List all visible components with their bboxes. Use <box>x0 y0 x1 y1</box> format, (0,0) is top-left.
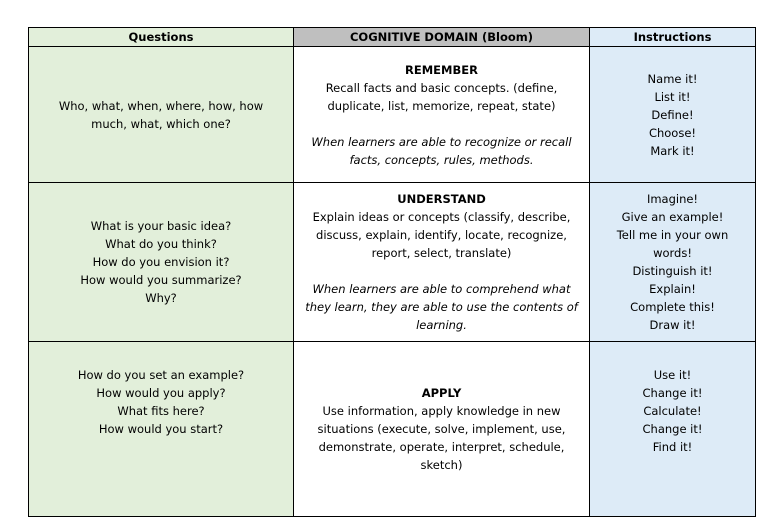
bloom-cell <box>294 183 590 342</box>
description-line: Explain ideas or concepts (classify, describe, <box>312 210 571 224</box>
description-line: situations (execute, solve, implement, use, <box>317 422 566 436</box>
instruction-line: Calculate! <box>643 404 702 418</box>
table-row <box>29 183 756 342</box>
description-line: duplicate, list, memorize, repeat, state) <box>327 98 556 113</box>
instruction-line: Draw it! <box>649 318 696 332</box>
question-line: Why? <box>145 291 177 305</box>
instruction-line: Distinguish it! <box>632 264 713 278</box>
question-line: What is your basic idea? <box>90 219 232 233</box>
description-line: discuss, explain, identify, locate, recognize, <box>316 228 567 242</box>
bloom-level-title: REMEMBER <box>405 62 478 77</box>
learner-outcome-line: When learners are able to comprehend what <box>312 282 571 296</box>
bloom-cell <box>294 47 590 183</box>
description-line: report, select, translate) <box>371 246 512 260</box>
instruction-line: words! <box>653 246 692 260</box>
learner-outcome-line: facts, concepts, rules, methods. <box>349 152 534 167</box>
bloom-cell <box>294 342 590 517</box>
instruction-line: Complete this! <box>630 300 715 314</box>
questions-cell <box>29 47 294 183</box>
instruction-line: Imagine! <box>646 192 699 206</box>
bloom-level-title: APPLY <box>421 386 462 400</box>
table-row <box>29 342 756 517</box>
instruction-line: Find it! <box>652 440 693 454</box>
question-line: Who, what, when, where, how, how <box>58 98 264 113</box>
instructions-cell <box>590 47 756 183</box>
header-row <box>29 28 756 47</box>
instruction-line: Explain! <box>649 282 696 296</box>
question-line: much, what, which one? <box>91 116 231 131</box>
instruction-line: Name it! <box>647 71 698 86</box>
learner-outcome-line: learning. <box>416 318 467 332</box>
description-line: Use information, apply knowledge in new <box>322 404 561 418</box>
questions-cell <box>29 342 294 517</box>
bloom-taxonomy-table <box>28 27 756 517</box>
instruction-line: List it! <box>654 89 691 104</box>
question-line: How would you start? <box>98 422 224 436</box>
question-line: What do you think? <box>105 237 217 251</box>
instruction-line: Give an example! <box>621 210 724 224</box>
table-row <box>29 47 756 183</box>
bloom-level-title: UNDERSTAND <box>397 192 486 206</box>
instruction-line: Choose! <box>648 125 697 140</box>
instruction-line: Use it! <box>653 368 692 382</box>
paragraph-gap <box>294 115 589 133</box>
learner-outcome-line: they learn, they are able to use the contents of <box>305 300 578 314</box>
question-line: What fits here? <box>117 404 205 418</box>
question-line: How do you envision it? <box>92 255 230 269</box>
instructions-cell <box>590 342 756 517</box>
description-line: demonstrate, operate, interpret, schedule, <box>318 440 565 454</box>
instruction-line: Tell me in your own <box>616 228 729 242</box>
question-line: How do you set an example? <box>77 368 245 382</box>
description-line: sketch) <box>420 458 463 472</box>
questions-header: Questions <box>29 28 294 47</box>
instructions-header: Instructions <box>590 28 756 47</box>
instruction-line: Mark it! <box>650 143 695 158</box>
questions-cell <box>29 183 294 342</box>
instructions-cell <box>590 183 756 342</box>
question-line: How would you summarize? <box>80 273 242 287</box>
instruction-line: Change it! <box>642 386 703 400</box>
paragraph-gap <box>294 262 589 280</box>
instruction-line: Define! <box>651 107 694 122</box>
instruction-line: Change it! <box>642 422 703 436</box>
learner-outcome-line: When learners are able to recognize or recall <box>311 134 572 149</box>
bloom-header: COGNITIVE DOMAIN (Bloom) <box>294 28 590 47</box>
description-line: Recall facts and basic concepts. (define, <box>325 80 558 95</box>
question-line: How would you apply? <box>96 386 226 400</box>
